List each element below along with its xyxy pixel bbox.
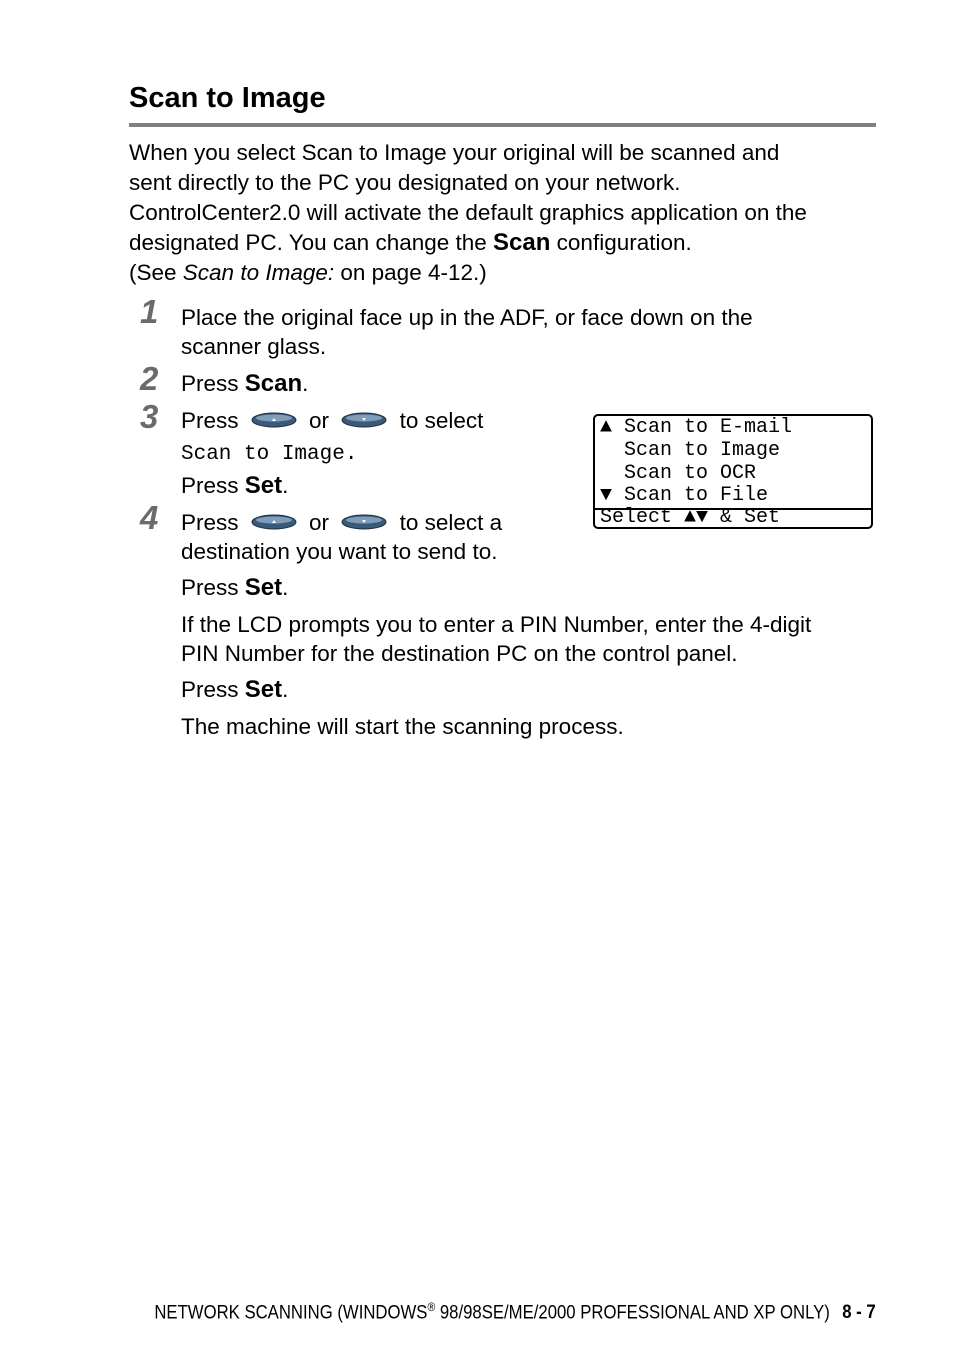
intro-line-2: sent directly to the PC you designated on your network. xyxy=(129,170,681,195)
footer-text-b: 98/98SE/ME/2000 PROFESSIONAL AND XP ONLY) xyxy=(435,1302,831,1324)
footer-text-a: NETWORK SCANNING (WINDOWS xyxy=(154,1302,428,1324)
step-4-set-key: Set xyxy=(244,574,283,601)
step-4-number: 4 xyxy=(140,499,159,536)
intro-line-3: ControlCenter2.0 will activate the default graphics application on the xyxy=(129,200,807,225)
lcd-row-email: ▲ Scan to E-mail xyxy=(600,416,793,439)
step-3-line-3 xyxy=(181,471,288,500)
step-3-to-select: to select xyxy=(399,408,484,433)
up-arrow-key-icon xyxy=(251,412,297,428)
down-arrow-key-icon xyxy=(341,412,387,428)
lcd-row-image: Scan to Image xyxy=(600,439,781,462)
step-3-press: Press xyxy=(181,408,239,433)
step-4-press: Press xyxy=(181,510,239,535)
step-3-line-2 xyxy=(181,437,357,469)
step-2-press: Press xyxy=(181,371,245,396)
step-4-pin-line-1: If the LCD prompts you to enter a PIN Number, enter the 4-digit xyxy=(181,612,812,637)
down-arrow-key-icon xyxy=(341,514,387,530)
step-3-line-1 xyxy=(181,406,483,435)
step-3-or: or xyxy=(309,408,330,433)
intro-paragraph xyxy=(129,138,889,288)
step-4-line-2: destination you want to send to. xyxy=(181,539,498,564)
step-1-number: 1 xyxy=(140,293,159,330)
step-2-line xyxy=(181,369,308,398)
lcd-row-select: Select ▲▼ & Set xyxy=(600,506,781,529)
step-3-menu-option: Scan to Image xyxy=(181,443,345,466)
step-4-press-3: Press xyxy=(181,677,245,702)
step-4-pin-line-2: PIN Number for the destination PC on the control panel. xyxy=(181,641,738,666)
step-4-press-2: Press xyxy=(181,575,245,600)
step-4-to-select: to select a xyxy=(399,510,503,535)
intro-line-1: When you select Scan to Image your original will be scanned and xyxy=(129,140,780,165)
step-2-scan-key: Scan xyxy=(244,370,303,397)
lcd-display xyxy=(593,414,873,529)
step-4-set-key-2: Set xyxy=(244,676,283,703)
up-arrow-key-icon xyxy=(251,514,297,530)
intro-line-4b: configuration. xyxy=(550,230,692,255)
step-3-menu-period: . xyxy=(344,443,358,466)
step-3-press-2: Press xyxy=(181,473,245,498)
step-1-line-1: Place the original face up in the ADF, or face down on the xyxy=(181,305,753,330)
step-4-final: The machine will start the scanning process. xyxy=(181,714,624,739)
step-4-line-3 xyxy=(181,573,288,602)
step-3-number: 3 xyxy=(140,398,159,435)
step-3-period: . xyxy=(282,473,289,498)
step-4-or: or xyxy=(309,510,330,535)
step-2-number: 2 xyxy=(140,360,159,397)
intro-line-5b: on page 4-12.) xyxy=(334,260,487,285)
intro-xref: Scan to Image: xyxy=(182,260,335,285)
registered-mark: ® xyxy=(427,1300,436,1314)
page-footer xyxy=(155,1300,876,1324)
step-1-line-2: scanner glass. xyxy=(181,334,327,359)
lcd-row-file: ▼ Scan to File xyxy=(600,484,769,507)
step-2-period: . xyxy=(302,371,309,396)
title-rule xyxy=(129,123,876,127)
step-4-line-1 xyxy=(181,508,502,537)
step-4-period-2: . xyxy=(282,677,289,702)
step-4-line-6 xyxy=(181,675,288,704)
intro-scan-bold: Scan xyxy=(493,229,551,256)
step-3-set-key: Set xyxy=(244,472,283,499)
lcd-row-ocr: Scan to OCR xyxy=(600,462,757,485)
step-4-period: . xyxy=(282,575,289,600)
page-number: 8 - 7 xyxy=(842,1302,876,1324)
intro-line-4a: designated PC. You can change the xyxy=(129,230,494,255)
page-title: Scan to Image xyxy=(129,82,326,114)
intro-line-5a: (See xyxy=(129,260,183,285)
